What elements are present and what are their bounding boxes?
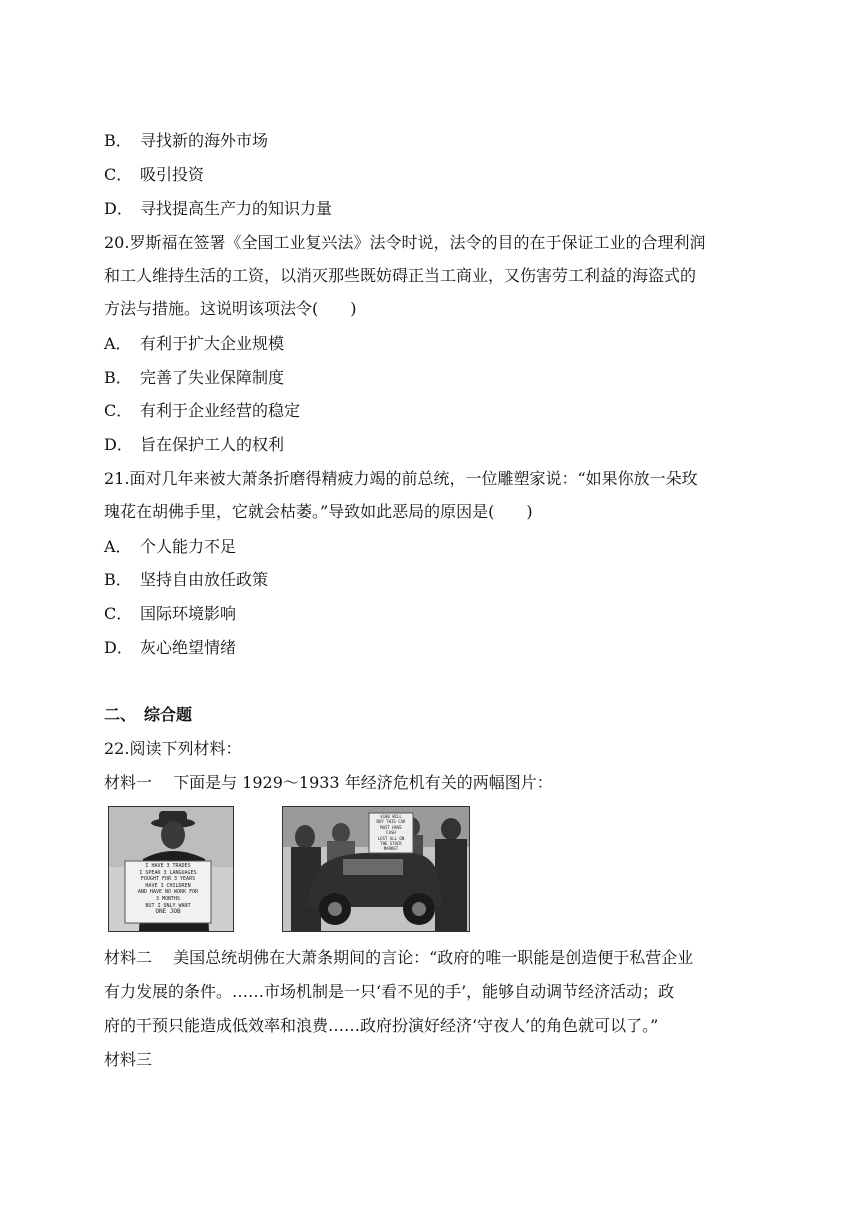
- photo-unemployed-man: [108, 806, 234, 932]
- sign-line: FOUGHT FOR 3 YEARS: [140, 876, 196, 883]
- option-letter: A．: [104, 537, 132, 556]
- q21-stem-line-2: 瑰花在胡佛手里，它就会枯萎。”导致如此恶局的原因是( ): [104, 502, 533, 521]
- q20-option-c[interactable]: [104, 400, 764, 422]
- option-text: 吸引投资: [140, 165, 205, 184]
- option-letter: C．: [104, 165, 133, 184]
- sign-line: HAVE 3 CHILDREN: [145, 882, 191, 889]
- sign-line: $100 WILL: [380, 814, 402, 819]
- sign-line: MUST HAVE: [380, 824, 402, 830]
- option-letter: C．: [104, 401, 133, 420]
- sign-line: AND HAVE NO WORK FOR: [137, 889, 199, 896]
- sign-line: CASH: [386, 830, 396, 836]
- option-letter: D．: [104, 199, 133, 218]
- q20-option-b[interactable]: [104, 367, 764, 389]
- q19-option-d[interactable]: [104, 198, 764, 220]
- sign-line: I HAVE 3 TRADES: [145, 863, 191, 869]
- option-letter: D．: [104, 435, 133, 454]
- option-text: 个人能力不足: [140, 537, 237, 556]
- q22-material-2-line-3: 府的干预只能造成低效率和浪费……政府扮演好经济‘守夜人’的角色就可以了。”: [104, 1016, 659, 1035]
- q21-option-c[interactable]: [104, 603, 764, 625]
- option-letter: A．: [104, 334, 132, 353]
- option-text: 国际环境影响: [140, 604, 237, 623]
- sign-line: 3 MONTHS: [155, 895, 181, 902]
- option-text: 坚持自由放任政策: [140, 570, 269, 589]
- option-text: 寻找新的海外市场: [140, 131, 269, 150]
- sign-line: BUY THIS CAR: [376, 819, 406, 825]
- q20-stem-line-3: 方法与措施。这说明该项法令( ): [104, 299, 357, 318]
- sign-line: BUT I ONLY WANT: [145, 902, 191, 909]
- q19-option-c[interactable]: [104, 164, 764, 186]
- sign-line: LOST ALL ON: [377, 835, 405, 841]
- q20-stem-line-2: 和工人维持生活的工资，以消灭那些既妨碍正当工商业，又伤害劳工利益的海盗式的: [104, 266, 697, 285]
- option-letter: B．: [104, 131, 132, 150]
- q22-intro: 22.阅读下列材料：: [104, 739, 242, 758]
- q22-material-1: 材料一 下面是与 1929～1933 年经济危机有关的两幅图片：: [104, 773, 553, 792]
- sign-line: ONE JOB: [155, 908, 181, 916]
- option-text: 有利于扩大企业规模: [140, 334, 285, 353]
- photo-car-for-sale: [282, 806, 470, 932]
- option-letter: D．: [104, 638, 133, 657]
- q21-option-d[interactable]: [104, 637, 764, 659]
- q20-stem-line-1: 20.罗斯福在签署《全国工业复兴法》法令时说，法令的目的在于保证工业的合理利润: [104, 233, 706, 252]
- option-text: 有利于企业经营的稳定: [140, 401, 301, 420]
- sign-line: THE STOCK: [380, 841, 402, 847]
- q22-material-3: 材料三: [104, 1050, 153, 1069]
- option-text: 寻找提高生产力的知识力量: [140, 199, 333, 218]
- q19-option-b[interactable]: [104, 130, 764, 152]
- q20-option-d[interactable]: [104, 434, 764, 456]
- q22-material-2-line-1: 材料二 美国总统胡佛在大萧条期间的言论：“政府的唯一职能是创造便于私营企业: [104, 948, 694, 967]
- q21-option-a[interactable]: [104, 536, 764, 558]
- option-letter: B．: [104, 570, 132, 589]
- q21-stem-line-1: 21.面对几年来被大萧条折磨得精疲力竭的前总统，一位雕塑家说：“如果你放一朵玫: [104, 469, 698, 488]
- option-text: 旨在保护工人的权利: [140, 435, 285, 454]
- sign-line: MARKET: [383, 846, 399, 852]
- photo1-sign-text: [127, 863, 209, 916]
- option-letter: C．: [104, 604, 133, 623]
- option-text: 灰心绝望情绪: [140, 638, 237, 657]
- q22-material-2-line-2: 有力发展的条件。……市场机制是一只‘看不见的手’，能够自动调节经济活动；政: [104, 982, 675, 1001]
- option-letter: B．: [104, 368, 132, 387]
- option-text: 完善了失业保障制度: [140, 368, 285, 387]
- q20-option-a[interactable]: [104, 333, 764, 355]
- photo2-sign-text: [370, 814, 412, 852]
- q21-option-b[interactable]: [104, 569, 764, 591]
- sign-line: I SPEAK 3 LANGUAGES: [139, 869, 197, 876]
- section-heading: 二、 综合题: [104, 705, 193, 724]
